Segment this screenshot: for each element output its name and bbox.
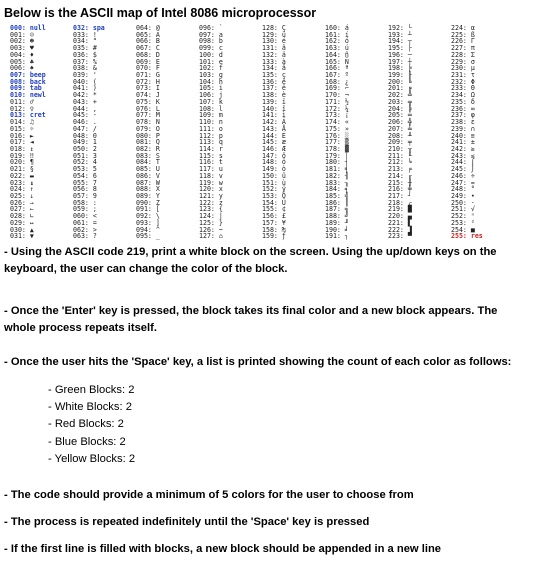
ascii-entry: 184: ╕	[325, 185, 349, 194]
ascii-entry: 000: null	[10, 24, 46, 32]
ascii-entry: 032: spa	[73, 24, 105, 32]
ascii-entry: 033: !	[73, 30, 97, 39]
ascii-entry: 037: %	[73, 57, 97, 66]
ascii-entry: 109: m	[199, 111, 223, 120]
ascii-entry: 062: >	[73, 225, 97, 234]
rule-3: - If the first line is filled with blocks, a new block should be appended in a new line	[4, 543, 442, 555]
ascii-entry: 078: N	[136, 118, 160, 127]
ascii-column	[262, 25, 286, 240]
ascii-entry: 068: D	[136, 50, 160, 59]
ascii-entry: 212: ╘	[388, 158, 412, 167]
ascii-column	[199, 25, 223, 240]
ascii-entry: 073: I	[136, 84, 160, 93]
ascii-entry: 230: µ	[451, 64, 475, 73]
ascii-entry: 004: ♦	[10, 50, 34, 59]
ascii-entry: 034: "	[73, 37, 97, 46]
ascii-entry: 162: ó	[325, 37, 349, 46]
ascii-entry: 024: ↑	[10, 185, 34, 194]
ascii-entry: 042: *	[73, 91, 97, 100]
ascii-entry: 153: Ö	[262, 191, 286, 200]
ascii-entry: 058: :	[73, 198, 97, 207]
ascii-entry: 215: ╫	[388, 178, 412, 187]
ascii-entry: 121: y	[199, 191, 223, 200]
ascii-entry: 240: ≡	[451, 131, 475, 140]
ascii-entry: 124: |	[199, 212, 223, 221]
ascii-entry: 142: Ä	[262, 118, 286, 127]
ascii-entry: 082: R	[136, 144, 160, 153]
ascii-entry: 114: r	[199, 144, 223, 153]
ascii-entry: 043: +	[73, 97, 97, 106]
ascii-entry: 141: ì	[262, 111, 286, 120]
ascii-entry: 233: Θ	[451, 84, 475, 93]
ascii-entry: 133: à	[262, 57, 286, 66]
ascii-entry: 252: ⁿ	[451, 212, 475, 221]
page-title: Below is the ASCII map of Intel 8086 microprocessor	[4, 6, 317, 20]
ascii-entry: 098: b	[199, 37, 223, 46]
ascii-entry: 157: ¥	[262, 218, 286, 227]
ascii-entry: 086: V	[136, 171, 160, 180]
ascii-entry: 185: ╣	[325, 191, 349, 200]
ascii-entry: 011: ♂	[10, 97, 34, 106]
ascii-entry: 167: º	[325, 71, 349, 80]
ascii-entry: 050: 2	[73, 144, 97, 153]
ascii-entry: 242: ≥	[451, 144, 475, 153]
ascii-entry: 150: û	[262, 171, 286, 180]
ascii-entry: 249: ∙	[451, 191, 475, 200]
rule-2: - The process is repeated indefinitely until the 'Space' key is pressed	[4, 516, 370, 528]
ascii-entry: 119: w	[199, 178, 223, 187]
ascii-entry: 199: ╟	[388, 71, 412, 80]
ascii-entry: 160: á	[325, 24, 349, 32]
ascii-entry: 126: ~	[199, 225, 223, 234]
ascii-entry: 163: ú	[325, 44, 349, 53]
ascii-entry: 116: t	[199, 158, 223, 167]
ascii-entry: 080: P	[136, 131, 160, 140]
ascii-entry: 001: ☺	[10, 30, 34, 39]
ascii-entry: 085: U	[136, 165, 160, 174]
ascii-entry: 066: B	[136, 37, 160, 46]
ascii-entry: 253: ²	[451, 218, 475, 227]
ascii-entry: 146: Æ	[262, 144, 286, 153]
ascii-entry: 210: ╥	[388, 144, 412, 153]
ascii-entry: 064: @	[136, 24, 160, 32]
ascii-entry: 063: ?	[73, 232, 97, 241]
ascii-entry: 035: #	[73, 44, 97, 53]
ascii-entry: 069: E	[136, 57, 160, 66]
ascii-entry: 164: ñ	[325, 50, 349, 59]
ascii-entry: 155: ¢	[262, 205, 286, 214]
ascii-entry: 047: /	[73, 124, 97, 133]
ascii-entry: 041: )	[73, 84, 97, 93]
ascii-entry: 093: ]	[136, 218, 160, 227]
ascii-entry: 102: f	[199, 64, 223, 73]
ascii-entry: 174: «	[325, 118, 349, 127]
ascii-entry: 229: σ	[451, 57, 475, 66]
ascii-entry: 084: T	[136, 158, 160, 167]
ascii-entry: 251: √	[451, 205, 475, 214]
ascii-entry: 178: ▓	[325, 144, 349, 153]
ascii-entry: 182: ╢	[325, 171, 349, 180]
ascii-entry: 122: z	[199, 198, 223, 207]
ascii-entry: 010: newl	[10, 91, 46, 100]
ascii-entry: 052: 4	[73, 158, 97, 167]
ascii-entry: 046: .	[73, 118, 97, 127]
ascii-entry: 057: 9	[73, 191, 97, 200]
ascii-table	[10, 24, 520, 241]
ascii-entry: 202: ╩	[388, 91, 412, 100]
ascii-entry: 219: █	[388, 205, 412, 214]
ascii-entry: 017: ◄	[10, 138, 34, 147]
ascii-entry: 095: _	[136, 232, 160, 241]
ascii-entry: 026: →	[10, 198, 34, 207]
ascii-entry: 203: ╦	[388, 97, 412, 106]
ascii-entry: 156: £	[262, 212, 286, 221]
instruction-3: - Once the user hits the 'Space' key, a list is printed showing the count of each color as follows:	[4, 356, 512, 368]
ascii-entry: 065: A	[136, 30, 160, 39]
ascii-entry: 217: ┘	[388, 191, 412, 200]
ascii-entry: 020: ¶	[10, 158, 34, 167]
ascii-entry: 103: g	[199, 71, 223, 80]
ascii-entry: 044: ,	[73, 104, 97, 113]
ascii-entry: 019: ‼	[10, 151, 34, 160]
ascii-entry: 013: cret	[10, 111, 46, 120]
ascii-entry: 165: Ñ	[325, 57, 349, 66]
ascii-entry: 091: [	[136, 205, 160, 214]
instruction-1: - Using the ASCII code 219, print a white block on the screen. Using the up/down keys on the keyboard, the user can change the color of the block.	[4, 246, 497, 275]
ascii-entry: 030: ▲	[10, 225, 34, 234]
ascii-entry: 171: ½	[325, 97, 349, 106]
ascii-entry: 060: <	[73, 212, 97, 221]
ascii-entry: 148: ö	[262, 158, 286, 167]
ascii-entry: 239: ∩	[451, 124, 475, 133]
ascii-entry: 197: ┼	[388, 57, 412, 66]
ascii-entry: 070: F	[136, 64, 160, 73]
color-count-list	[48, 382, 135, 468]
list-item: - Yellow Blocks: 2	[48, 452, 136, 465]
ascii-entry: 040: (	[73, 77, 97, 86]
ascii-entry: 194: ┬	[388, 37, 412, 46]
list-item: - Red Blocks: 2	[48, 418, 124, 431]
ascii-entry: 117: u	[199, 165, 223, 174]
ascii-entry: 204: ╠	[388, 104, 412, 113]
ascii-entry: 036: $	[73, 50, 97, 59]
ascii-entry: 149: ò	[262, 165, 286, 174]
list-item: - Blue Blocks: 2	[48, 435, 126, 448]
ascii-entry: 110: n	[199, 118, 223, 127]
ascii-entry: 018: ↕	[10, 144, 34, 153]
ascii-entry: 089: Y	[136, 191, 160, 200]
ascii-entry: 243: ≤	[451, 151, 475, 160]
ascii-entry: 012: ♀	[10, 104, 34, 113]
ascii-entry: 112: p	[199, 131, 223, 140]
ascii-entry: 189: ╜	[325, 218, 349, 227]
ascii-entry: 138: è	[262, 91, 286, 100]
ascii-entry: 168: ¿	[325, 77, 349, 86]
ascii-entry: 136: ê	[262, 77, 286, 86]
ascii-entry: 072: H	[136, 77, 160, 86]
ascii-entry: 127: ⌂	[199, 232, 223, 241]
ascii-entry: 166: ª	[325, 64, 349, 73]
ascii-entry: 031: ▼	[10, 232, 34, 241]
ascii-entry: 003: ♥	[10, 44, 34, 53]
ascii-entry: 169: ⌐	[325, 84, 349, 93]
ascii-entry: 214: ╓	[388, 171, 412, 180]
ascii-entry: 008: back	[10, 77, 46, 86]
ascii-entry: 145: æ	[262, 138, 286, 147]
ascii-entry: 076: L	[136, 104, 160, 113]
ascii-entry: 131: â	[262, 44, 286, 53]
ascii-entry: 161: í	[325, 30, 349, 39]
ascii-entry: 113: q	[199, 138, 223, 147]
ascii-entry: 245: ⌡	[451, 165, 475, 174]
ascii-entry: 106: j	[199, 91, 223, 100]
ascii-entry: 237: φ	[451, 111, 475, 120]
ascii-entry: 147: ô	[262, 151, 286, 160]
ascii-entry: 158: ₧	[262, 225, 286, 234]
rule-1: - The code should provide a minimum of 5 colors for the user to choose from	[4, 489, 414, 501]
ascii-entry: 187: ╗	[325, 205, 349, 214]
ascii-entry: 254: ■	[451, 225, 475, 234]
ascii-entry: 021: §	[10, 165, 34, 174]
ascii-entry: 224: α	[451, 24, 475, 32]
ascii-entry: 081: Q	[136, 138, 160, 147]
ascii-entry: 115: s	[199, 151, 223, 160]
ascii-entry: 227: π	[451, 44, 475, 53]
ascii-entry: 238: ε	[451, 118, 475, 127]
ascii-entry: 208: ╨	[388, 131, 412, 140]
ascii-entry: 205: ═	[388, 111, 412, 120]
ascii-column	[136, 25, 160, 240]
ascii-entry: 092: \	[136, 212, 160, 221]
ascii-entry: 125: }	[199, 218, 223, 227]
ascii-entry: 023: ↨	[10, 178, 34, 187]
ascii-entry: 090: Z	[136, 198, 160, 207]
ascii-entry: 152: ÿ	[262, 185, 286, 194]
ascii-entry: 029: ↔	[10, 218, 34, 227]
ascii-column	[325, 25, 349, 240]
ascii-entry: 183: ╖	[325, 178, 349, 187]
ascii-entry: 014: ♫	[10, 118, 34, 127]
ascii-entry: 151: ù	[262, 178, 286, 187]
ascii-entry: 226: Γ	[451, 37, 475, 46]
ascii-entry: 128: Ç	[262, 24, 286, 32]
ascii-entry: 118: v	[199, 171, 223, 180]
ascii-entry: 049: 1	[73, 138, 97, 147]
ascii-entry: 107: k	[199, 97, 223, 106]
ascii-entry: 173: ¡	[325, 111, 349, 120]
ascii-entry: 225: ß	[451, 30, 475, 39]
ascii-entry: 207: ╧	[388, 124, 412, 133]
ascii-entry: 144: É	[262, 131, 286, 140]
ascii-entry: 213: ╒	[388, 165, 412, 174]
ascii-entry: 009: tab	[10, 84, 42, 93]
list-item: - White Blocks: 2	[48, 401, 132, 414]
ascii-entry: 088: X	[136, 185, 160, 194]
ascii-column	[10, 25, 46, 240]
ascii-column	[73, 25, 105, 240]
ascii-entry: 007: beep	[10, 71, 46, 80]
ascii-entry: 170: ¬	[325, 91, 349, 100]
ascii-entry: 216: ╪	[388, 185, 412, 194]
ascii-entry: 096: `	[199, 24, 223, 32]
ascii-entry: 099: c	[199, 44, 223, 53]
ascii-entry: 071: G	[136, 71, 160, 80]
ascii-entry: 097: a	[199, 30, 223, 39]
ascii-entry: 250: ·	[451, 198, 475, 207]
ascii-entry: 027: ←	[10, 205, 34, 214]
ascii-entry: 130: é	[262, 37, 286, 46]
ascii-entry: 139: ï	[262, 97, 286, 106]
ascii-entry: 101: e	[199, 57, 223, 66]
ascii-entry: 247: ≈	[451, 178, 475, 187]
ascii-entry: 039: '	[73, 71, 97, 80]
ascii-entry: 209: ╤	[388, 138, 412, 147]
ascii-entry: 120: x	[199, 185, 223, 194]
ascii-entry: 067: C	[136, 44, 160, 53]
ascii-entry: 025: ↓	[10, 191, 34, 200]
ascii-entry: 132: ä	[262, 50, 286, 59]
ascii-entry: 048: 0	[73, 131, 97, 140]
ascii-entry: 255: res	[451, 232, 483, 241]
ascii-entry: 074: J	[136, 91, 160, 100]
ascii-entry: 236: ∞	[451, 104, 475, 113]
ascii-column	[388, 25, 412, 240]
ascii-entry: 061: =	[73, 218, 97, 227]
list-item: - Green Blocks: 2	[48, 384, 135, 396]
ascii-entry: 201: ╔	[388, 84, 412, 93]
ascii-entry: 083: S	[136, 151, 160, 160]
ascii-entry: 054: 6	[73, 171, 97, 180]
ascii-entry: 190: ╛	[325, 225, 349, 234]
ascii-entry: 079: O	[136, 124, 160, 133]
ascii-entry: 123: {	[199, 205, 223, 214]
ascii-entry: 196: ─	[388, 50, 412, 59]
ascii-entry: 051: 3	[73, 151, 97, 160]
ascii-entry: 154: Ü	[262, 198, 286, 207]
ascii-entry: 198: ╞	[388, 64, 412, 73]
ascii-entry: 056: 8	[73, 185, 97, 194]
ascii-entry: 232: Φ	[451, 77, 475, 86]
instruction-2: - Once the 'Enter' key is pressed, the block takes its final color and a new block appears. The whole process repeats itself.	[4, 305, 498, 334]
ascii-entry: 140: î	[262, 104, 286, 113]
ascii-entry: 134: å	[262, 64, 286, 73]
ascii-column	[451, 25, 483, 240]
ascii-entry: 218: ┌	[388, 198, 412, 207]
ascii-entry: 248: °	[451, 185, 475, 194]
ascii-entry: 111: o	[199, 124, 223, 133]
ascii-entry: 244: ⌠	[451, 158, 475, 167]
ascii-entry: 186: ║	[325, 198, 349, 207]
ascii-entry: 177: ▒	[325, 138, 349, 147]
ascii-entry: 180: ┤	[325, 158, 349, 167]
ascii-entry: 077: M	[136, 111, 160, 120]
ascii-entry: 075: K	[136, 97, 160, 106]
ascii-entry: 228: Σ	[451, 50, 475, 59]
ascii-entry: 175: »	[325, 124, 349, 133]
ascii-entry: 179: │	[325, 151, 349, 160]
ascii-entry: 143: Å	[262, 124, 286, 133]
ascii-entry: 235: δ	[451, 97, 475, 106]
ascii-entry: 200: ╚	[388, 77, 412, 86]
ascii-entry: 022: ▬	[10, 171, 34, 180]
ascii-entry: 176: ░	[325, 131, 349, 140]
ascii-entry: 181: ╡	[325, 165, 349, 174]
ascii-entry: 223: ▀	[388, 232, 412, 241]
ascii-entry: 172: ¼	[325, 104, 349, 113]
ascii-entry: 241: ±	[451, 138, 475, 147]
ascii-entry: 038: &	[73, 64, 97, 73]
ascii-entry: 220: ▄	[388, 212, 412, 221]
ascii-entry: 129: ü	[262, 30, 286, 39]
ascii-entry: 159: ƒ	[262, 232, 286, 241]
ascii-entry: 135: ç	[262, 71, 286, 80]
ascii-entry: 059: ;	[73, 205, 97, 214]
ascii-entry: 016: ►	[10, 131, 34, 140]
ascii-entry: 055: 7	[73, 178, 97, 187]
ascii-entry: 053: 5	[73, 165, 97, 174]
ascii-entry: 192: └	[388, 24, 412, 32]
ascii-entry: 015: ☼	[10, 124, 34, 133]
ascii-entry: 100: d	[199, 50, 223, 59]
ascii-entry: 234: Ω	[451, 91, 475, 100]
ascii-entry: 211: ╙	[388, 151, 412, 160]
ascii-entry: 221: ▌	[388, 218, 412, 227]
ascii-entry: 246: ÷	[451, 171, 475, 180]
ascii-entry: 137: ë	[262, 84, 286, 93]
ascii-entry: 195: ├	[388, 44, 412, 53]
ascii-entry: 045: -	[73, 111, 97, 120]
ascii-entry: 206: ╬	[388, 118, 412, 127]
ascii-entry: 104: h	[199, 77, 223, 86]
ascii-entry: 188: ╝	[325, 212, 349, 221]
ascii-entry: 005: ♣	[10, 57, 34, 66]
ascii-entry: 094: ^	[136, 225, 160, 234]
ascii-entry: 108: l	[199, 104, 223, 113]
ascii-entry: 105: i	[199, 84, 223, 93]
ascii-entry: 087: W	[136, 178, 160, 187]
ascii-entry: 191: ┐	[325, 232, 349, 241]
ascii-entry: 002: ☻	[10, 37, 34, 46]
ascii-entry: 006: ♠	[10, 64, 34, 73]
ascii-entry: 193: ┴	[388, 30, 412, 39]
ascii-entry: 222: ▐	[388, 225, 412, 234]
ascii-entry: 028: ∟	[10, 212, 34, 221]
ascii-entry: 231: τ	[451, 71, 475, 80]
